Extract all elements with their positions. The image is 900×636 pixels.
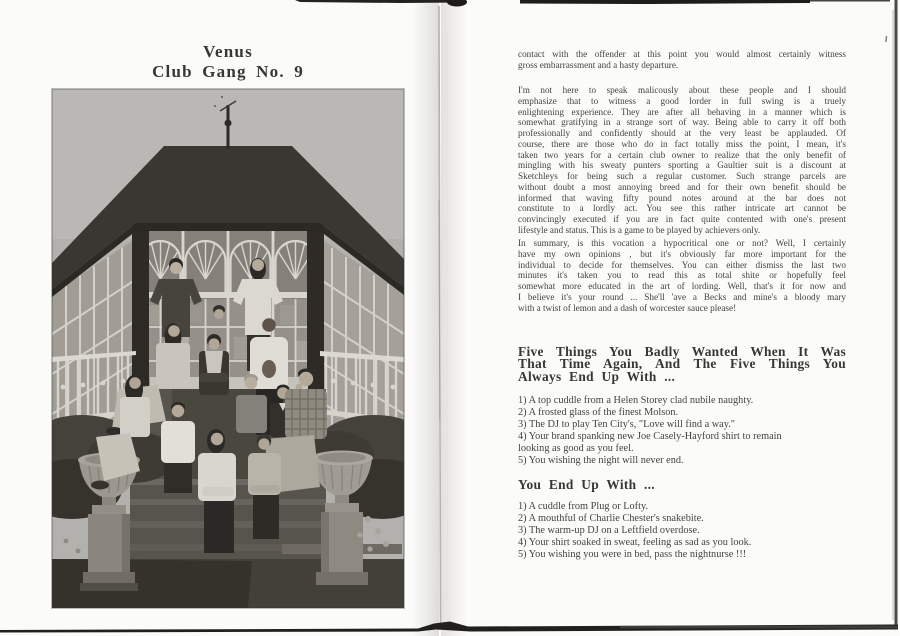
text-line: Sketchleys for being such a regular customer. Such strange parcels are: [518, 171, 846, 181]
gutter-shadow-right: [441, 0, 467, 636]
text-line: I believe it's your round ... She'll 'ave a Becks and mine's a bloody mary: [518, 291, 846, 302]
spine-top-mark: [447, 0, 467, 7]
text-line: mingling with his sweaty punters sporting a Gaultier suit is a discount at: [518, 160, 846, 171]
page-title-line1: Venus: [203, 42, 253, 61]
text-line: 2) A mouthful of Charlie Chester's snakebite.: [518, 512, 704, 524]
text-line: 3) The DJ to play Ten City's, "Love will find a way.": [518, 418, 735, 430]
page-title: [52, 42, 404, 82]
text-line: without doubt a most annoying breed and for their own benefit should be: [518, 181, 846, 192]
text-line: 1) A top cuddle from a Helen Storey clad nubile naughty.: [518, 395, 754, 406]
scan-top-edge-left: [295, 0, 462, 3]
text-line: 2) A frosted glass of the finest Molson.: [518, 406, 679, 418]
text-line: Five Things You Badly Wanted When It Was: [518, 344, 846, 359]
text-line: 5) You wishing you were in bed, pass the nightnurse !!!: [518, 548, 747, 560]
wish-list: [518, 395, 846, 467]
text-line: taken two years for a certain club owner to realize that the only benefit of: [518, 149, 846, 160]
text-line: somewhat gratifying in a strange sort of way. Being able to carry it off both: [518, 117, 846, 128]
text-line: professionally and confidently should at the very least be applauded. Of: [518, 128, 846, 138]
text-line: 5) You wishing the night will never end.: [518, 454, 684, 466]
text-line: enlightening experience. They are after all behaving in a manner which is: [518, 106, 846, 117]
text-line: emphasize that to witness a good lorder in full swing is a truely: [518, 95, 846, 106]
text-line: looking as good as you feel.: [518, 442, 634, 454]
text-line: gross embarrassment and a hasty departure.: [518, 59, 679, 70]
text-line: somewhat more educated in the art of lording. Well, that's it for now and: [518, 281, 846, 291]
page-right-edge-line: [895, 0, 898, 628]
text-line: 1) A cuddle from Plug or Lofty.: [518, 501, 649, 512]
text-line: with a twist of lemon and a dash of worcester sauce please!: [518, 302, 737, 313]
text-line: 4) Your shirt soaked in sweat, feeling as sad as you look.: [518, 536, 752, 548]
paragraph: [518, 49, 846, 71]
text-line: minutes it's taken you to read this as total shite or hopefully feel: [518, 270, 846, 281]
text-line: informed that waving fifty pound notes around at the bar does not: [518, 192, 846, 203]
text-line: 3) The warm-up DJ on a Leftfield overdose.: [518, 524, 700, 536]
text-line: contact with the offender at this point you would almost certainly witness: [518, 49, 846, 59]
paragraph: [518, 85, 846, 236]
text-line: In summary, is this vocation a hypocritical one or not? Well, I certainly: [518, 238, 846, 248]
end-up-list: [518, 501, 846, 561]
gutter-shadow-left: [412, 0, 439, 636]
text-line: That Time Again, And The Five Things You: [518, 356, 846, 372]
group-photo: [52, 89, 404, 608]
text-line: course, there are those who do in fact totally miss the point, I mean, it's: [518, 138, 846, 149]
group-photo-illustration: [52, 89, 404, 608]
text-line: lifestyle and status. This is a game to be played by achievers only.: [518, 224, 761, 235]
scan-top-edge-right: [520, 0, 810, 4]
page-title-line2: Club Gang No. 9: [152, 62, 304, 81]
text-line: have my own opinions , but it's obviously far more important for the: [518, 248, 846, 259]
text-line: 4) Your brand spanking new Joe Casely-Hayford shirt to remain: [518, 430, 782, 442]
text-line: individual to decide for themselves. You can either dismiss the last two: [518, 259, 846, 270]
scan-bottom-edge: [0, 622, 898, 633]
text-line: I'm not here to speak malicously about these people and I should: [518, 85, 846, 95]
text-line: convincingly executed if you are in fact quite contented with one's present: [518, 214, 846, 224]
section-heading: [518, 346, 846, 383]
section-subheading: You End Up With ...: [518, 477, 655, 492]
text-line: Always End Up With ...: [518, 368, 676, 384]
dust-speck: [885, 36, 887, 42]
text-line: constitute to a lordly act. You see this rather intricate art cannot be: [518, 203, 846, 214]
spine-fold-line: [439, 6, 441, 628]
paragraph: [518, 238, 846, 313]
